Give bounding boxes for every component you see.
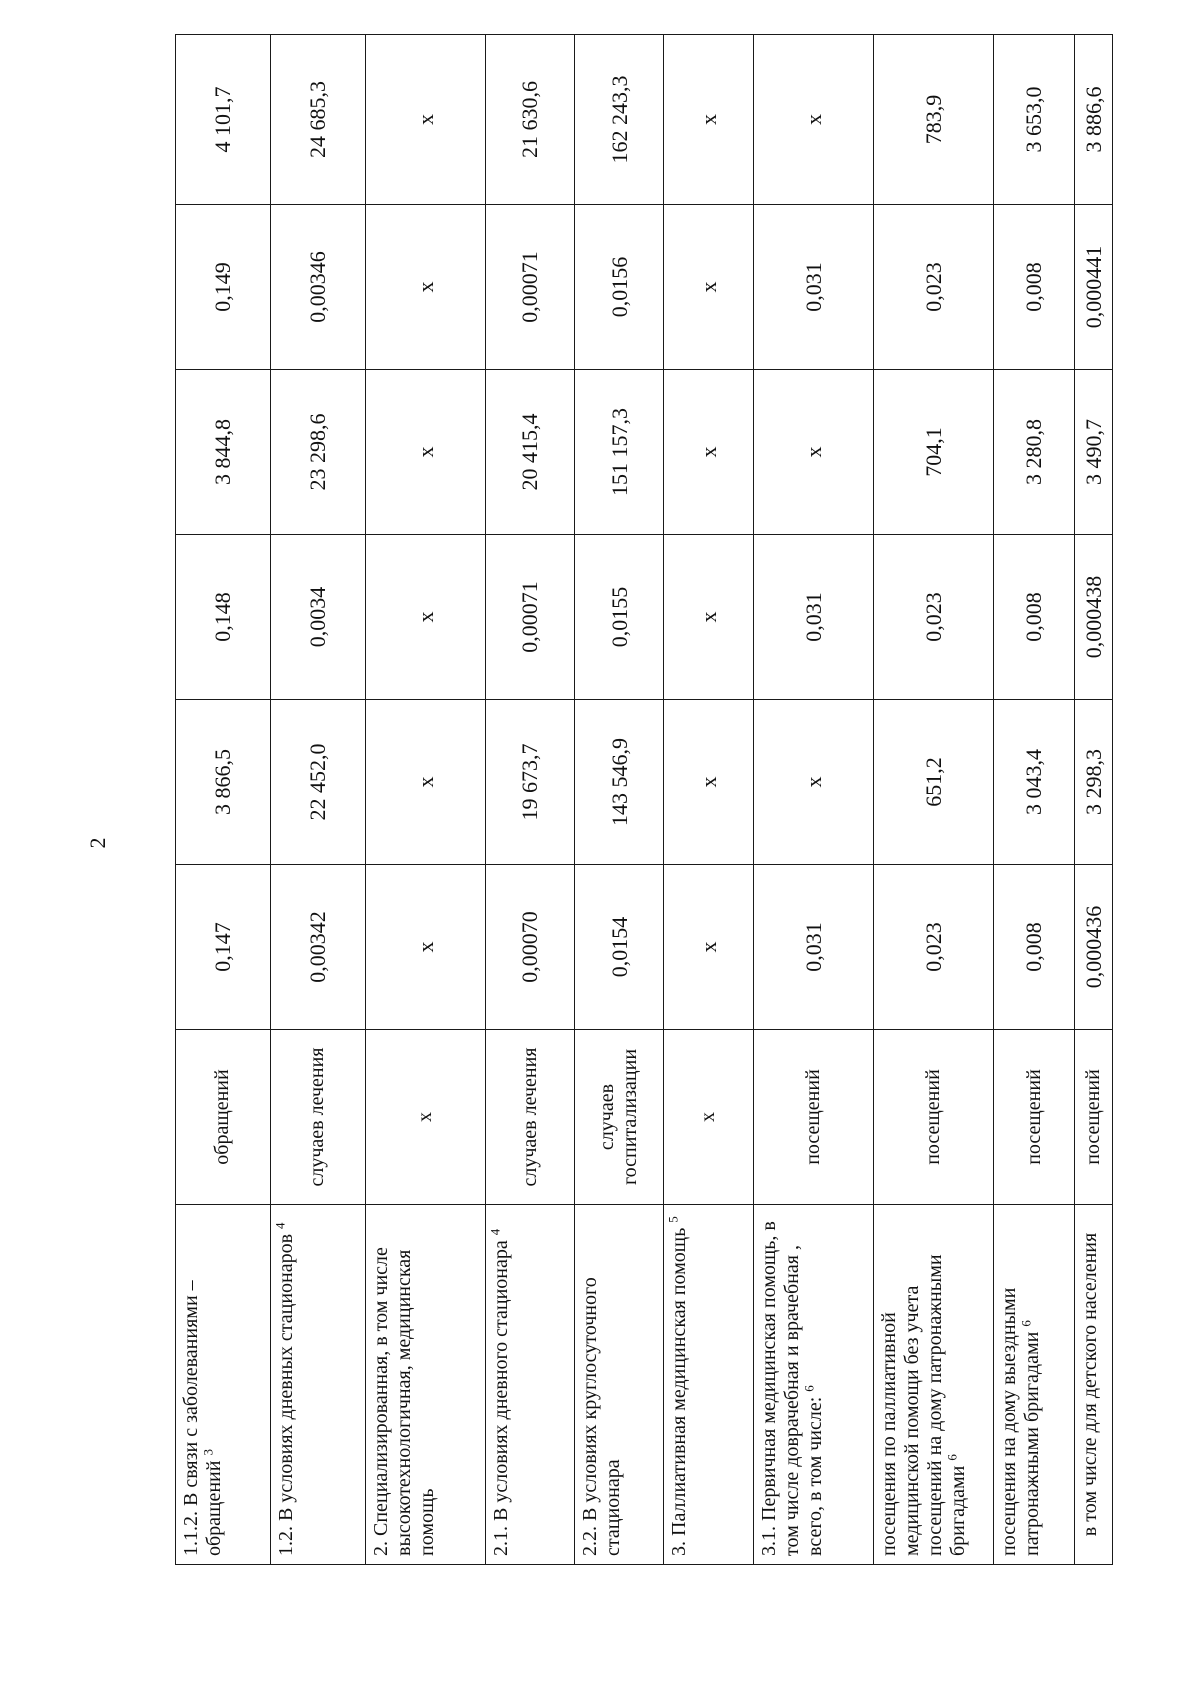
row-name-cell xyxy=(485,1205,574,1565)
cost-norm-cell: 162 243,3 xyxy=(575,35,664,205)
cost-norm-cell: х xyxy=(753,370,873,535)
volume-norm-cell: х xyxy=(365,535,485,700)
cost-norm-cell: 4 101,7 xyxy=(176,35,271,205)
row-name-cell xyxy=(365,1205,485,1565)
table-row xyxy=(994,35,1074,1565)
cost-norm-cell: 3 866,5 xyxy=(176,700,271,865)
cost-norm-cell: 143 546,9 xyxy=(575,700,664,865)
cost-norm-cell: 24 685,3 xyxy=(270,35,365,205)
unit-cell: х xyxy=(664,1030,753,1205)
volume-norm-cell: 0,000436 xyxy=(1074,865,1112,1030)
volume-norm-cell: 0,008 xyxy=(994,205,1074,370)
table-row xyxy=(1074,35,1112,1565)
cost-norm-cell: х xyxy=(753,700,873,865)
footnote-marker: 4 xyxy=(487,1228,503,1236)
table-row xyxy=(176,35,271,1565)
unit-cell: случаев лечения xyxy=(485,1030,574,1205)
row-name-cell xyxy=(575,1205,664,1565)
volume-norm-cell: х xyxy=(365,205,485,370)
cost-norm-cell: 651,2 xyxy=(874,700,994,865)
volume-norm-cell: 0,000438 xyxy=(1074,535,1112,700)
cost-norm-cell: х xyxy=(365,370,485,535)
cost-norm-cell: 3 844,8 xyxy=(176,370,271,535)
cost-norm-cell: х xyxy=(664,35,753,205)
volume-norm-cell: х xyxy=(664,205,753,370)
cost-norm-cell: 3 280,8 xyxy=(994,370,1074,535)
volume-norm-cell: х xyxy=(365,865,485,1030)
cost-norm-cell: х xyxy=(664,700,753,865)
row-name: 2.2. В условиях круглосуточного стационара xyxy=(579,1277,625,1556)
cost-norm-cell: 704,1 xyxy=(874,370,994,535)
row-name: 3. Паллиативная медицинская помощь xyxy=(668,1227,691,1556)
volume-norm-cell: 0,0156 xyxy=(575,205,664,370)
cost-norm-cell: 19 673,7 xyxy=(485,700,574,865)
unit-cell: х xyxy=(365,1030,485,1205)
footnote-marker: 5 xyxy=(665,1216,681,1223)
volume-norm-cell: 0,00070 xyxy=(485,865,574,1030)
footnote-marker: 6 xyxy=(944,1454,960,1461)
cost-norm-cell: 21 630,6 xyxy=(485,35,574,205)
unit-cell: посещений xyxy=(994,1030,1074,1205)
unit-cell: случаев госпитализации xyxy=(575,1030,664,1205)
table-container xyxy=(175,35,1113,1565)
cost-norm-cell: х xyxy=(365,35,485,205)
cost-norm-cell: 22 452,0 xyxy=(270,700,365,865)
cost-norm-cell: 23 298,6 xyxy=(270,370,365,535)
cost-norm-cell: 3 043,4 xyxy=(994,700,1074,865)
volume-norm-cell: х xyxy=(664,865,753,1030)
row-name-cell xyxy=(874,1205,994,1565)
row-name: в том числе для детского населения xyxy=(1078,1232,1101,1537)
volume-norm-cell: 0,0155 xyxy=(575,535,664,700)
page-number: 2 xyxy=(85,837,110,849)
volume-norm-cell: 0,00071 xyxy=(485,205,574,370)
footnote-marker: 6 xyxy=(1018,1320,1034,1327)
row-name-cell xyxy=(1074,1205,1112,1565)
cost-norm-cell: 3 653,0 xyxy=(994,35,1074,205)
volume-norm-cell: 0,0154 xyxy=(575,865,664,1030)
volume-norm-cell: 0,023 xyxy=(874,535,994,700)
unit-cell: обращений xyxy=(176,1030,271,1205)
table-row xyxy=(664,35,753,1565)
volume-norm-cell: 0,149 xyxy=(176,205,271,370)
footnote-marker: 4 xyxy=(272,1222,288,1229)
volume-norm-cell: 0,023 xyxy=(874,865,994,1030)
row-name-cell xyxy=(753,1205,873,1565)
volume-norm-cell: 0,008 xyxy=(994,865,1074,1030)
cost-norm-cell: 3 490,7 xyxy=(1074,370,1112,535)
row-name-cell xyxy=(270,1205,365,1565)
volume-norm-cell: 0,00071 xyxy=(485,535,574,700)
volume-norm-cell: х xyxy=(664,535,753,700)
standards-table xyxy=(175,34,1113,1565)
row-name: 2. Специализированная, в том числе высокотехнологичная, медицинская помощь xyxy=(369,1247,438,1556)
volume-norm-cell: 0,031 xyxy=(753,535,873,700)
row-name-cell xyxy=(664,1205,753,1565)
row-name: посещения по паллиативной медицинской помощи без учета посещений на дому патронажными бригадами xyxy=(878,1254,970,1556)
table-row xyxy=(575,35,664,1565)
unit-cell: посещений xyxy=(874,1030,994,1205)
volume-norm-cell: 0,148 xyxy=(176,535,271,700)
table-row xyxy=(753,35,873,1565)
row-name: 3.1. Первичная медицинская помощь, в том числе доврачебная и врачебная , всего, в том числе: xyxy=(757,1221,826,1556)
volume-norm-cell: 0,031 xyxy=(753,205,873,370)
volume-norm-cell: 0,023 xyxy=(874,205,994,370)
row-name: посещения на дому выездными патронажными бригадами xyxy=(998,1287,1044,1556)
cost-norm-cell: 20 415,4 xyxy=(485,370,574,535)
cost-norm-cell: 151 157,3 xyxy=(575,370,664,535)
volume-norm-cell: 0,008 xyxy=(994,535,1074,700)
table-row xyxy=(365,35,485,1565)
volume-norm-cell: 0,000441 xyxy=(1074,205,1112,370)
cost-norm-cell: 3 298,3 xyxy=(1074,700,1112,865)
footnote-marker: 6 xyxy=(800,1385,816,1392)
table-row xyxy=(874,35,994,1565)
volume-norm-cell: 0,00346 xyxy=(270,205,365,370)
row-name: 1.2. В условиях дневных стационаров xyxy=(274,1233,297,1556)
footnote-marker: 3 xyxy=(200,1449,216,1456)
unit-cell: посещений xyxy=(1074,1030,1112,1205)
cost-norm-cell: х xyxy=(753,35,873,205)
cost-norm-cell: 783,9 xyxy=(874,35,994,205)
row-name-cell xyxy=(176,1205,271,1565)
cost-norm-cell: х xyxy=(664,370,753,535)
cost-norm-cell: х xyxy=(365,700,485,865)
unit-cell: случаев лечения xyxy=(270,1030,365,1205)
cost-norm-cell: 3 886,6 xyxy=(1074,35,1112,205)
volume-norm-cell: 0,00342 xyxy=(270,865,365,1030)
volume-norm-cell: 0,0034 xyxy=(270,535,365,700)
row-name-cell xyxy=(994,1205,1074,1565)
table-row xyxy=(485,35,574,1565)
volume-norm-cell: 0,031 xyxy=(753,865,873,1030)
unit-cell: посещений xyxy=(753,1030,873,1205)
row-name: 1.1.2. В связи с заболеваниями – обращений xyxy=(180,1280,225,1556)
table-body xyxy=(176,35,1113,1565)
volume-norm-cell: 0,147 xyxy=(176,865,271,1030)
table-row xyxy=(270,35,365,1565)
row-name: 2.1. В условиях дневного стационара xyxy=(489,1240,512,1556)
